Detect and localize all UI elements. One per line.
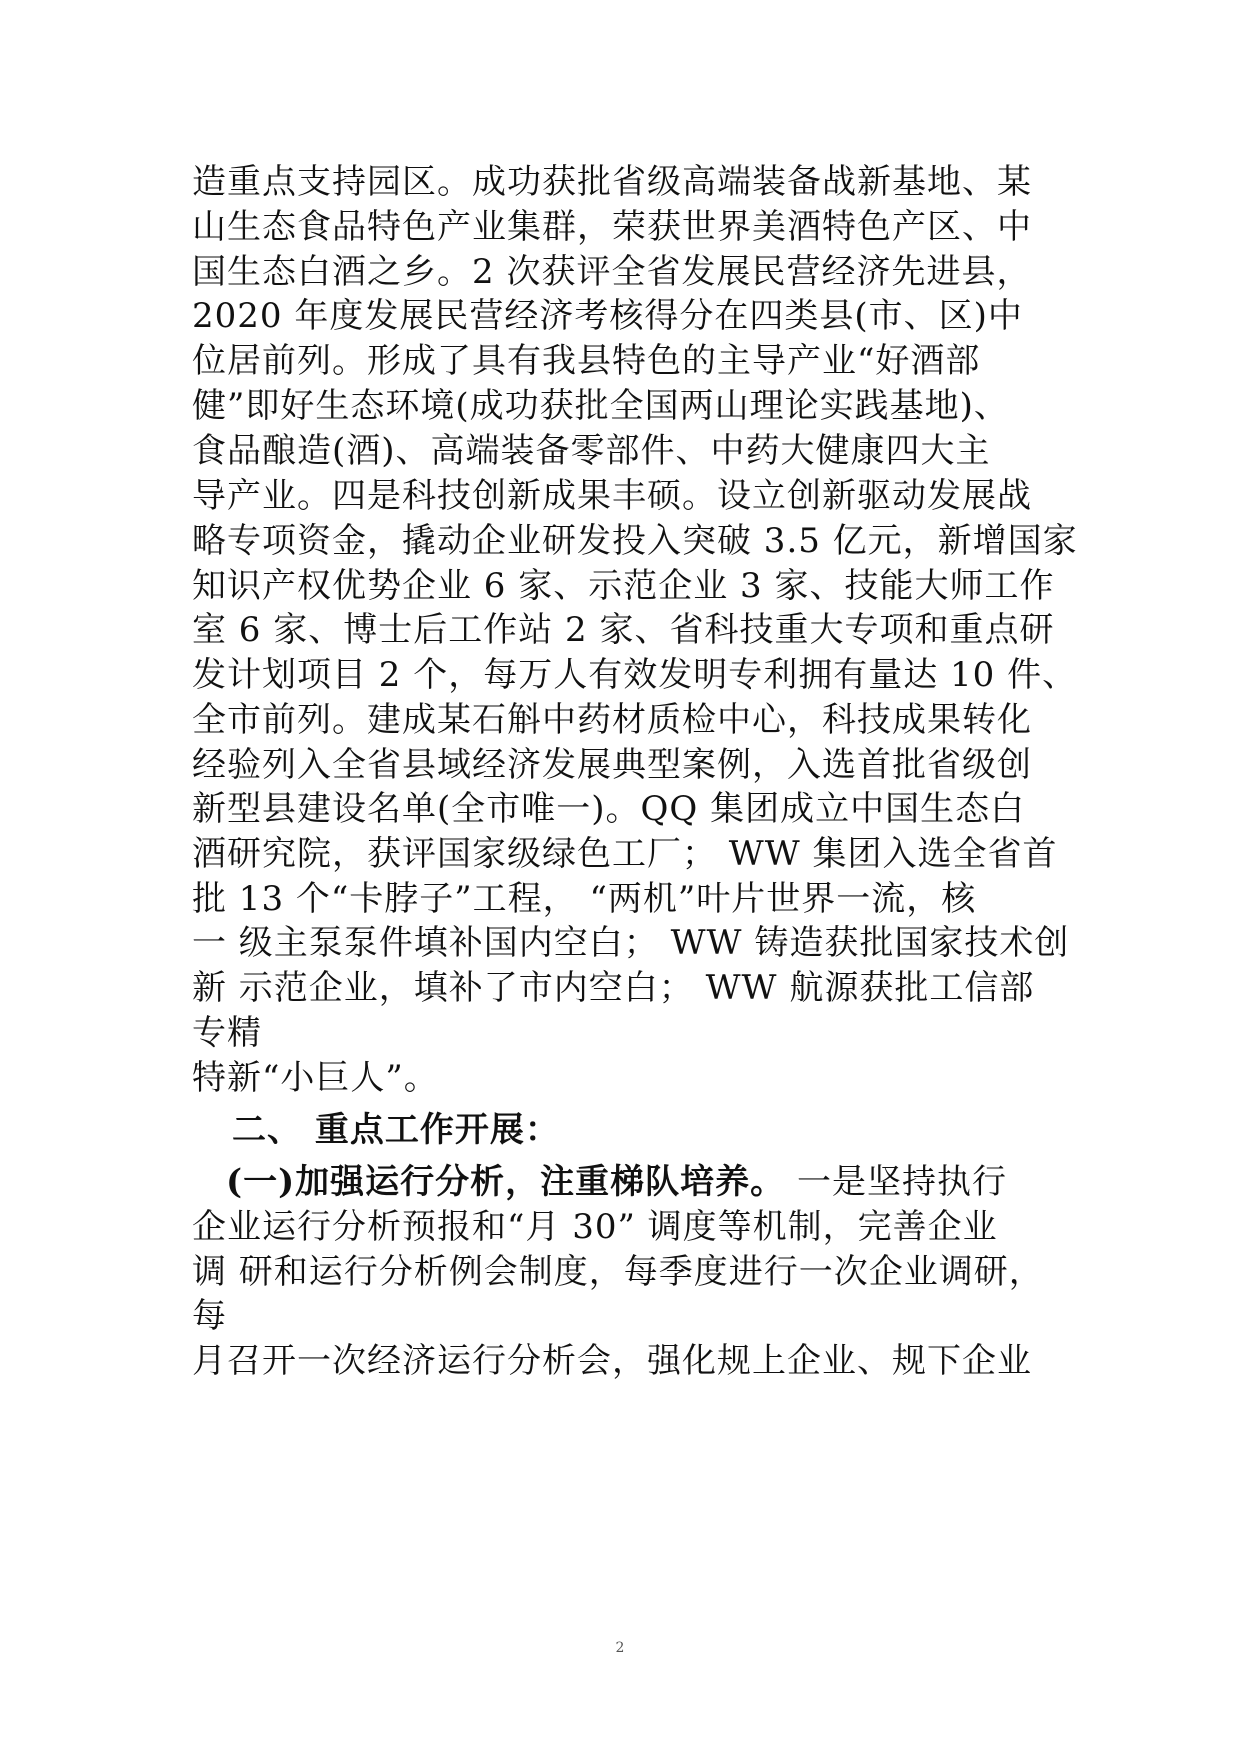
body-line: 月召开一次经济运行分析会，强化规上企业、规下企业 — [192, 1341, 1032, 1381]
body-line: 专精 — [192, 1013, 262, 1053]
body-line: 每 — [192, 1296, 227, 1336]
body-line: 经验列入全省县域经济发展典型案例，入选首批省级创 — [192, 745, 1032, 785]
body-line: 室 6 家、博士后工作站 2 家、省科技重大专项和重点研 — [192, 610, 1055, 650]
body-line: 知识产权优势企业 6 家、示范企业 3 家、技能大师工作 — [192, 566, 1055, 606]
subsection-heading-rest: 一是坚持执行 — [785, 1162, 1007, 1202]
section-heading: 二、 重点工作开展： — [232, 1110, 560, 1150]
body-line: 导产业。四是科技创新成果丰硕。设立创新驱动发展战 — [192, 476, 1032, 516]
body-line: 新型县建设名单(全市唯一)。QQ 集团成立中国生态白 — [192, 789, 1026, 829]
body-line: 发计划项目 2 个，每万人有效发明专利拥有量达 10 件、 — [192, 655, 1078, 695]
body-line: 山生态食品特色产业集群，荣获世界美酒特色产区、中 — [192, 207, 1032, 247]
body-line: 全市前列。建成某石斛中药材质检中心，科技成果转化 — [192, 700, 1032, 740]
body-line: 造重点支持园区。成功获批省级高端装备战新基地、某 — [192, 162, 1032, 202]
body-line: 健”即好生态环境(成功获批全国两山理论实践基地)、 — [192, 386, 1009, 426]
page-number: 2 — [615, 1640, 625, 1656]
body-line: 新 示范企业，填补了市内空白； WW 航源获批工信部 — [192, 968, 1035, 1008]
body-line: 批 13 个“卡脖子”工程， “两机”叶片世界一流，核 — [192, 879, 977, 919]
body-line: 调 研和运行分析例会制度，每季度进行一次企业调研， — [192, 1252, 1044, 1292]
body-line: 食品酿造(酒)、高端装备零部件、中药大健康四大主 — [192, 431, 991, 471]
body-line: 略专项资金，撬动企业研发投入突破 3.5 亿元，新增国家 — [192, 521, 1078, 561]
body-line: 酒研究院，获评国家级绿色工厂； WW 集团入选全省首 — [192, 834, 1058, 874]
body-line: 企业运行分析预报和“月 30” 调度等机制，完善企业 — [192, 1207, 998, 1247]
body-line: 位居前列。形成了具有我县特色的主导产业“好酒部 — [192, 341, 981, 381]
subsection-heading-line — [226, 1160, 1007, 1204]
body-line: 2020 年度发展民营经济考核得分在四类县(市、区)中 — [192, 296, 1023, 336]
subsection-heading: (一)加强运行分析，注重梯队培养。 — [226, 1162, 786, 1202]
body-line: 一 级主泵泵件填补国内空白； WW 铸造获批国家技术创 — [192, 923, 1070, 963]
body-line: 特新“小巨人”。 — [192, 1058, 439, 1098]
body-line: 国生态白酒之乡。2 次获评全省发展民营经济先进县， — [192, 252, 1032, 292]
